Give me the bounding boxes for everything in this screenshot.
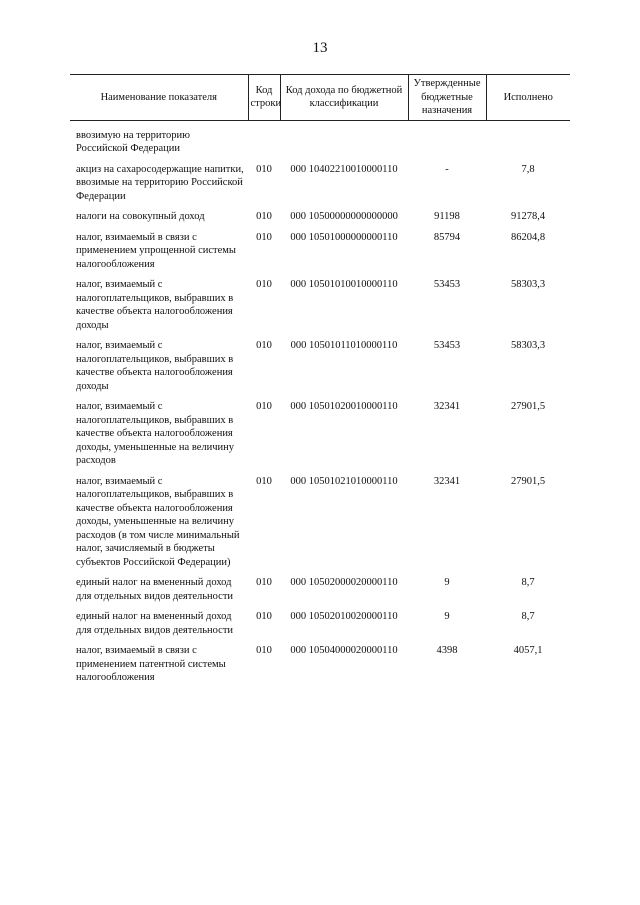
table-row <box>70 644 570 692</box>
row-income-code: 000 10501020010000110 <box>290 401 398 412</box>
row-line-code: 010 <box>256 279 272 290</box>
table-row <box>70 129 570 163</box>
row-approved: 91198 <box>434 211 460 222</box>
page-number: 13 <box>312 40 328 56</box>
row-executed: 86204,8 <box>510 231 546 243</box>
row-name: ввозимую на территорию Российской Федерации <box>76 129 190 154</box>
row-line-code <box>248 129 280 163</box>
row-executed <box>486 129 570 163</box>
budget-execution-table <box>70 74 570 692</box>
row-line-code: 010 <box>256 577 272 588</box>
row-name: налог, взимаемый в связи с применением упрощенной системы налогообложения <box>76 231 236 270</box>
table-row <box>70 163 570 211</box>
table-row <box>70 475 570 577</box>
row-line-code: 010 <box>256 163 272 175</box>
row-name: налог, взимаемый с налогоплательщиков, выбравших в качестве объекта налогообложения доходы <box>76 340 234 392</box>
row-name: налог, взимаемый с налогоплательщиков, выбравших в качестве объекта налогообложения доходы, уменьшенные на величину расходов <box>76 401 235 466</box>
row-approved: 53453 <box>433 340 461 351</box>
row-name: акциз на сахаросодержащие напитки, ввозимые на территорию Российской Федерации <box>76 163 244 202</box>
row-approved: - <box>445 163 449 175</box>
row-name: налог, взимаемый в связи с применением патентной системы налогообложения <box>76 645 226 683</box>
row-income-code: 000 10501011010000110 <box>290 340 398 351</box>
row-line-code: 010 <box>256 475 272 487</box>
row-executed: 4057,1 <box>513 645 543 656</box>
row-income-code <box>280 129 408 163</box>
row-name: единый налог на вмененный доход для отдельных видов деятельности <box>76 611 234 636</box>
table-row <box>70 339 570 400</box>
row-income-code: 000 10502010020000110 <box>290 611 398 622</box>
row-income-code: 000 10501021010000110 <box>290 475 398 487</box>
row-executed: 7,8 <box>521 163 535 175</box>
row-income-code: 000 10504000020000110 <box>290 645 398 656</box>
row-line-code: 010 <box>256 401 272 412</box>
row-executed: 8,7 <box>521 577 535 588</box>
row-line-code: 010 <box>256 611 272 622</box>
row-income-code: 000 10501000000000110 <box>290 231 398 243</box>
row-approved <box>408 129 486 163</box>
row-name: налог, взимаемый с налогоплательщиков, выбравших в качестве объекта налогообложения доходы, уменьшенные на величину расходов (в том числе минимальный налог, зачисляемый в бюджеты субъектов Российской Федерации) <box>76 475 240 568</box>
table-row <box>70 210 570 231</box>
row-approved: 53453 <box>433 279 461 290</box>
header-line-code: Код строки <box>248 75 280 121</box>
table-row <box>70 231 570 279</box>
row-executed: 58303,3 <box>510 340 546 351</box>
row-approved: 85794 <box>433 231 461 243</box>
row-line-code: 010 <box>256 231 272 243</box>
row-name: единый налог на вмененный доход для отдельных видов деятельности <box>76 577 234 602</box>
row-executed: 8,7 <box>521 611 535 622</box>
row-approved: 32341 <box>433 401 461 412</box>
row-income-code: 000 10500000000000000 <box>290 211 398 222</box>
row-income-code: 000 10501010010000110 <box>290 279 398 290</box>
header-income-code: Код дохода по бюджетной классификации <box>280 75 408 121</box>
table-header-row <box>70 75 570 121</box>
row-line-code: 010 <box>256 340 272 351</box>
row-income-code: 000 10502000020000110 <box>290 577 398 588</box>
row-executed: 91278,4 <box>510 211 546 222</box>
row-approved: 32341 <box>433 475 461 487</box>
row-executed: 27901,5 <box>510 475 546 487</box>
header-approved: Утвержденные бюджетные назначения <box>408 75 486 121</box>
row-executed: 27901,5 <box>510 401 546 412</box>
row-approved: 9 <box>444 577 450 588</box>
table-row <box>70 610 570 644</box>
row-income-code: 000 10402210010000110 <box>290 163 398 175</box>
row-approved: 9 <box>444 611 450 622</box>
row-name: налог, взимаемый с налогоплательщиков, выбравших в качестве объекта налогообложения доходы <box>76 279 234 331</box>
table-row <box>70 278 570 339</box>
row-line-code: 010 <box>256 645 272 656</box>
row-approved: 4398 <box>436 645 458 656</box>
row-name: налоги на совокупный доход <box>76 211 205 222</box>
header-executed: Исполнено <box>486 75 570 121</box>
table-spacer <box>70 120 570 129</box>
row-executed: 58303,3 <box>510 279 546 290</box>
header-name: Наименование показателя <box>70 75 248 121</box>
row-line-code: 010 <box>256 211 272 222</box>
table-row <box>70 400 570 475</box>
table-row <box>70 576 570 610</box>
